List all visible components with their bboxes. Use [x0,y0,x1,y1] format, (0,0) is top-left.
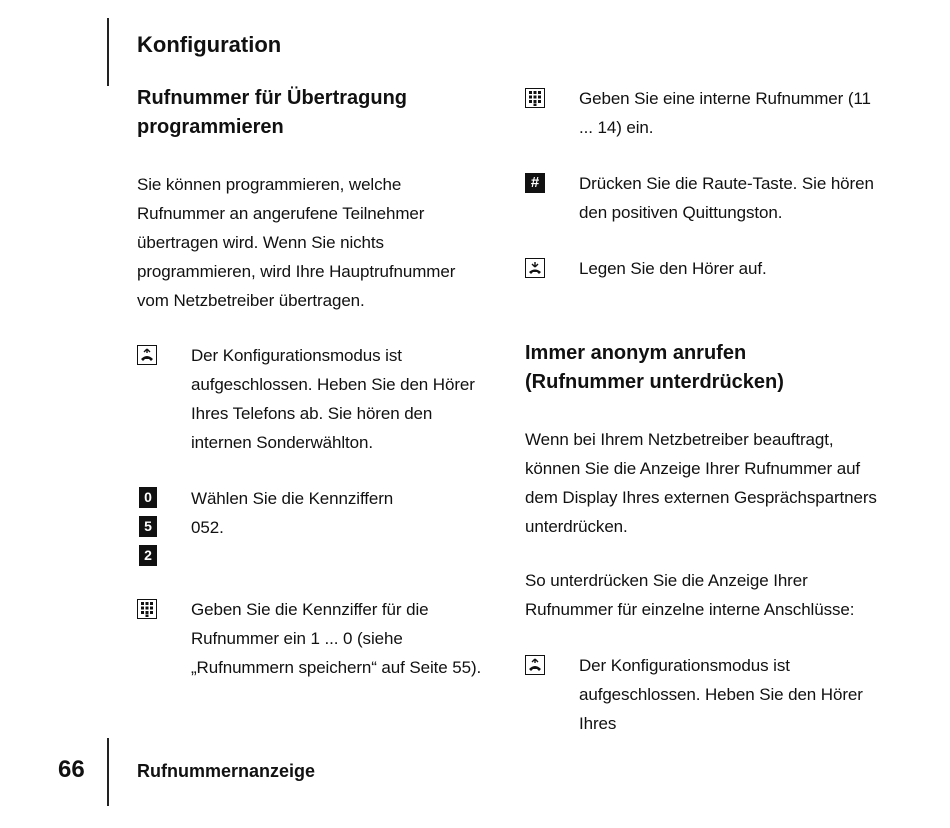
step-text: Der Konfigurationsmodus ist aufgeschlossen. Heben Sie den Hörer Ihres Telefons ab. Sie hören den internen Sonderwählton. [191,346,475,452]
handset-off-hook-icon [137,345,157,365]
hash-key-icon: # [525,173,545,193]
margin-rule-bottom [107,738,109,806]
digit-key-0: 0 [139,487,157,508]
page-number: 66 [58,756,85,783]
handset-off-hook-icon [525,655,545,675]
keypad-icon [525,88,545,108]
right-paragraph-1: Wenn bei Ihrem Netzbetreiber beauftragt, können Sie die Anzeige Ihrer Rufnummer auf dem Display Ihres externen Gesprächspartners unterdrücken. [525,430,877,536]
handset-on-hook-icon [525,258,545,278]
step-text: Geben Sie die Kennziffer für die Rufnummer ein 1 ... 0 (siehe „Rufnummern speichern“ auf Seite 55). [191,600,482,677]
digit-key-2: 2 [139,545,157,566]
margin-rule-top [107,18,109,86]
step-text: Wählen Sie die Kennziffern 052. [191,489,394,537]
right-heading: Immer anonym anrufen (Rufnummer unterdrücken) [525,342,784,393]
step-text: Geben Sie eine interne Rufnummer (11 ... 14) ein. [579,89,871,137]
left-heading: Rufnummer für Übertragung programmieren [137,87,407,138]
step-text: Der Konfigurationsmodus ist aufgeschlossen. Heben Sie den Hörer Ihres [579,656,863,733]
step-text: Drücken Sie die Raute-Taste. Sie hören den positiven Quittungston. [579,174,874,222]
keypad-icon [137,599,157,619]
left-intro: Sie können programmieren, welche Rufnummer an angerufene Teilnehmer übertragen wird. Wenn Sie nichts programmieren, wird Ihre Hauptrufnummer vom Netzbetreiber übertragen. [137,175,456,310]
chapter-title: Rufnummernanzeige [137,761,316,781]
digit-key-5: 5 [139,516,157,537]
section-title: Konfiguration [137,32,282,57]
right-paragraph-2: So unterdrücken Sie die Anzeige Ihrer Rufnummer für einzelne interne Anschlüsse: [525,571,855,619]
step-text: Legen Sie den Hörer auf. [579,259,767,278]
